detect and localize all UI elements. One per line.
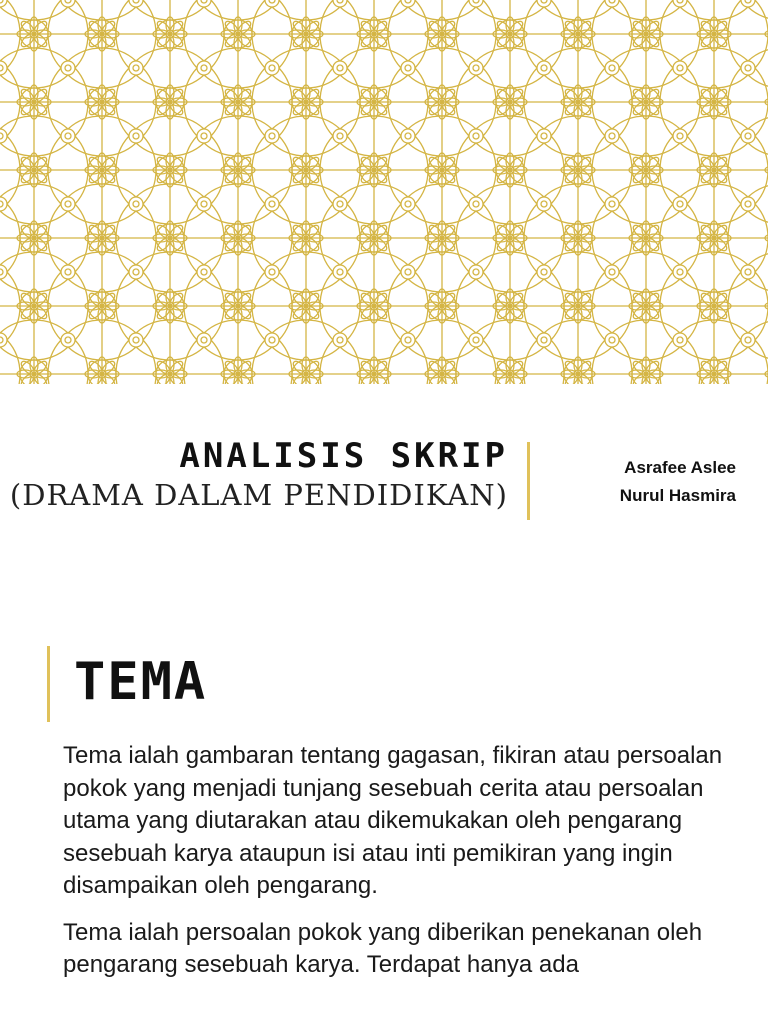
title-block xyxy=(0,384,768,560)
slide-subtitle: (DRAMA DALAM PENDIDIKAN) xyxy=(9,478,508,512)
author-list xyxy=(620,454,736,510)
body-paragraph: Tema ialah persoalan pokok yang diberikan penekanan oleh pengarang sesebuah karya. Terdapat hanya ada xyxy=(63,918,703,978)
section-accent-bar xyxy=(47,646,50,722)
title-divider xyxy=(527,442,530,520)
floral-lattice-icon xyxy=(0,0,768,384)
section-heading: TEMA xyxy=(74,652,208,712)
decorative-pattern-band xyxy=(0,0,768,384)
body-paragraph: Tema ialah gambaran tentang gagasan, fikiran atau persoalan pokok yang menjadi tunjang sesebuah cerita atau persoalan utama yang diutarakan atau dikemukakan oleh pengarang sesebuah karya ataupun isi atau inti pemikiran yang ingin disampaikan oleh pengarang. xyxy=(63,742,723,899)
author-name: Asrafee Aslee xyxy=(624,458,736,477)
slide-title: ANALISIS SKRIP xyxy=(179,436,508,476)
author-name: Nurul Hasmira xyxy=(619,486,736,505)
body-text xyxy=(63,740,743,996)
